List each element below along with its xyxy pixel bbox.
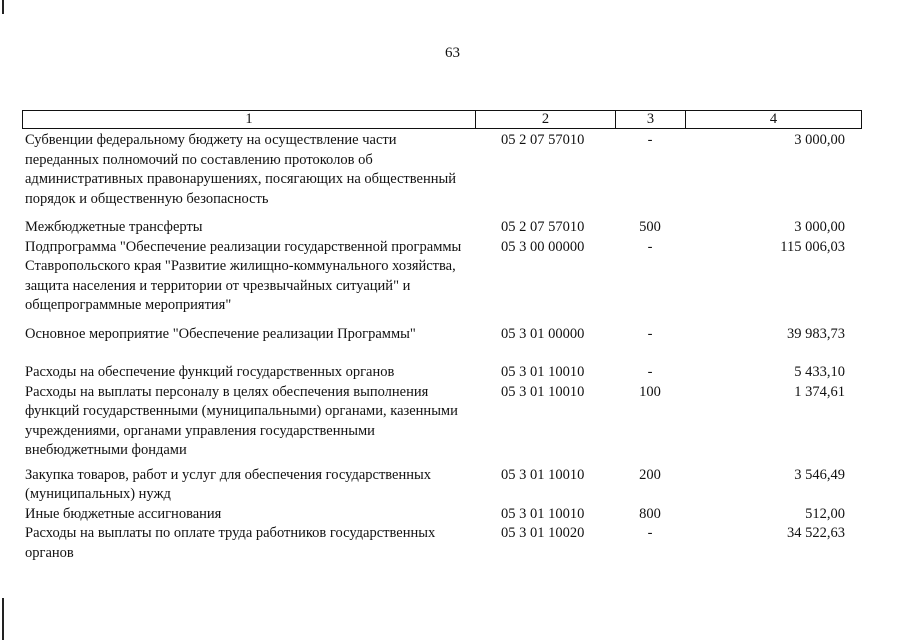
row-sum: 1 374,61 bbox=[794, 383, 845, 400]
row-code: 05 2 07 57010 bbox=[501, 219, 585, 235]
scan-edge-mark bbox=[2, 598, 4, 640]
row-sum: 34 522,63 bbox=[787, 525, 845, 541]
row-name: Закупка товаров, работ и услуг для обеспечения государственных (муниципальных) нужд bbox=[25, 466, 432, 502]
column-header: 1 bbox=[23, 111, 476, 128]
row-sum: 512,00 bbox=[805, 505, 845, 522]
row-code: 05 3 01 10020 bbox=[501, 525, 585, 541]
table-row bbox=[22, 524, 862, 563]
row-code: 05 3 01 10010 bbox=[501, 383, 585, 400]
row-code: 05 3 01 10010 bbox=[501, 505, 585, 522]
row-type: - bbox=[647, 525, 653, 541]
row-code: 05 3 00 00000 bbox=[501, 238, 585, 255]
table-row bbox=[22, 131, 862, 209]
row-type: 500 bbox=[639, 219, 661, 235]
row-name: Субвенции федеральному бюджету на осуществление части переданных полномочий по составлению протоколов об административных правонарушениях, посягающих на общественный порядок и общественную безопасность bbox=[25, 132, 456, 207]
row-name: Межбюджетные трансферты bbox=[25, 219, 203, 235]
row-type: - bbox=[647, 132, 653, 148]
row-sum: 3 000,00 bbox=[794, 132, 845, 148]
row-type: - bbox=[647, 364, 653, 380]
table-row bbox=[22, 466, 862, 505]
row-code: 05 3 01 10010 bbox=[501, 364, 585, 380]
column-header: 4 bbox=[769, 111, 778, 127]
row-code: 05 3 01 10010 bbox=[501, 466, 585, 483]
table-row bbox=[22, 363, 862, 383]
row-type: - bbox=[647, 238, 653, 255]
column-header: 2 bbox=[476, 111, 616, 128]
row-sum: 3 546,49 bbox=[794, 466, 845, 483]
row-code: 05 3 01 00000 bbox=[501, 325, 585, 342]
row-type: 800 bbox=[639, 505, 661, 522]
row-code: 05 2 07 57010 bbox=[501, 132, 585, 148]
budget-table bbox=[22, 110, 862, 563]
page-number: 63 bbox=[445, 45, 460, 61]
row-sum: 115 006,03 bbox=[780, 238, 845, 255]
column-header: 3 bbox=[616, 111, 686, 128]
row-type: 100 bbox=[639, 383, 661, 400]
row-name: Иные бюджетные ассигнования bbox=[25, 505, 222, 522]
table-header bbox=[22, 110, 862, 129]
row-sum: 3 000,00 bbox=[794, 219, 845, 235]
table-row bbox=[22, 238, 862, 316]
row-type: 200 bbox=[639, 466, 661, 483]
row-name: Расходы на выплаты по оплате труда работников государственных органов bbox=[25, 525, 436, 561]
row-sum: 39 983,73 bbox=[787, 325, 845, 342]
row-name: Подпрограмма "Обеспечение реализации государственной программы Ставропольского края "Развитие жилищно-коммунального хозяйства, защита населения и территории от чрезвычайных ситуаций" и общепрограммные мероприятия" bbox=[25, 238, 462, 313]
row-type: - bbox=[647, 325, 653, 342]
row-sum: 5 433,10 bbox=[794, 364, 845, 380]
scan-edge-mark bbox=[2, 0, 4, 14]
table-row bbox=[22, 383, 862, 461]
table-row bbox=[22, 218, 862, 238]
row-name: Расходы на выплаты персоналу в целях обеспечения выполнения функций государственными (муниципальными) органами, казенными учреждениями, органами управления государственными внебюджетными фондами bbox=[25, 383, 458, 458]
table-row bbox=[22, 505, 862, 525]
row-name: Расходы на обеспечение функций государственных органов bbox=[25, 364, 395, 380]
row-name: Основное мероприятие "Обеспечение реализации Программы" bbox=[25, 325, 416, 342]
table-row bbox=[22, 325, 862, 345]
